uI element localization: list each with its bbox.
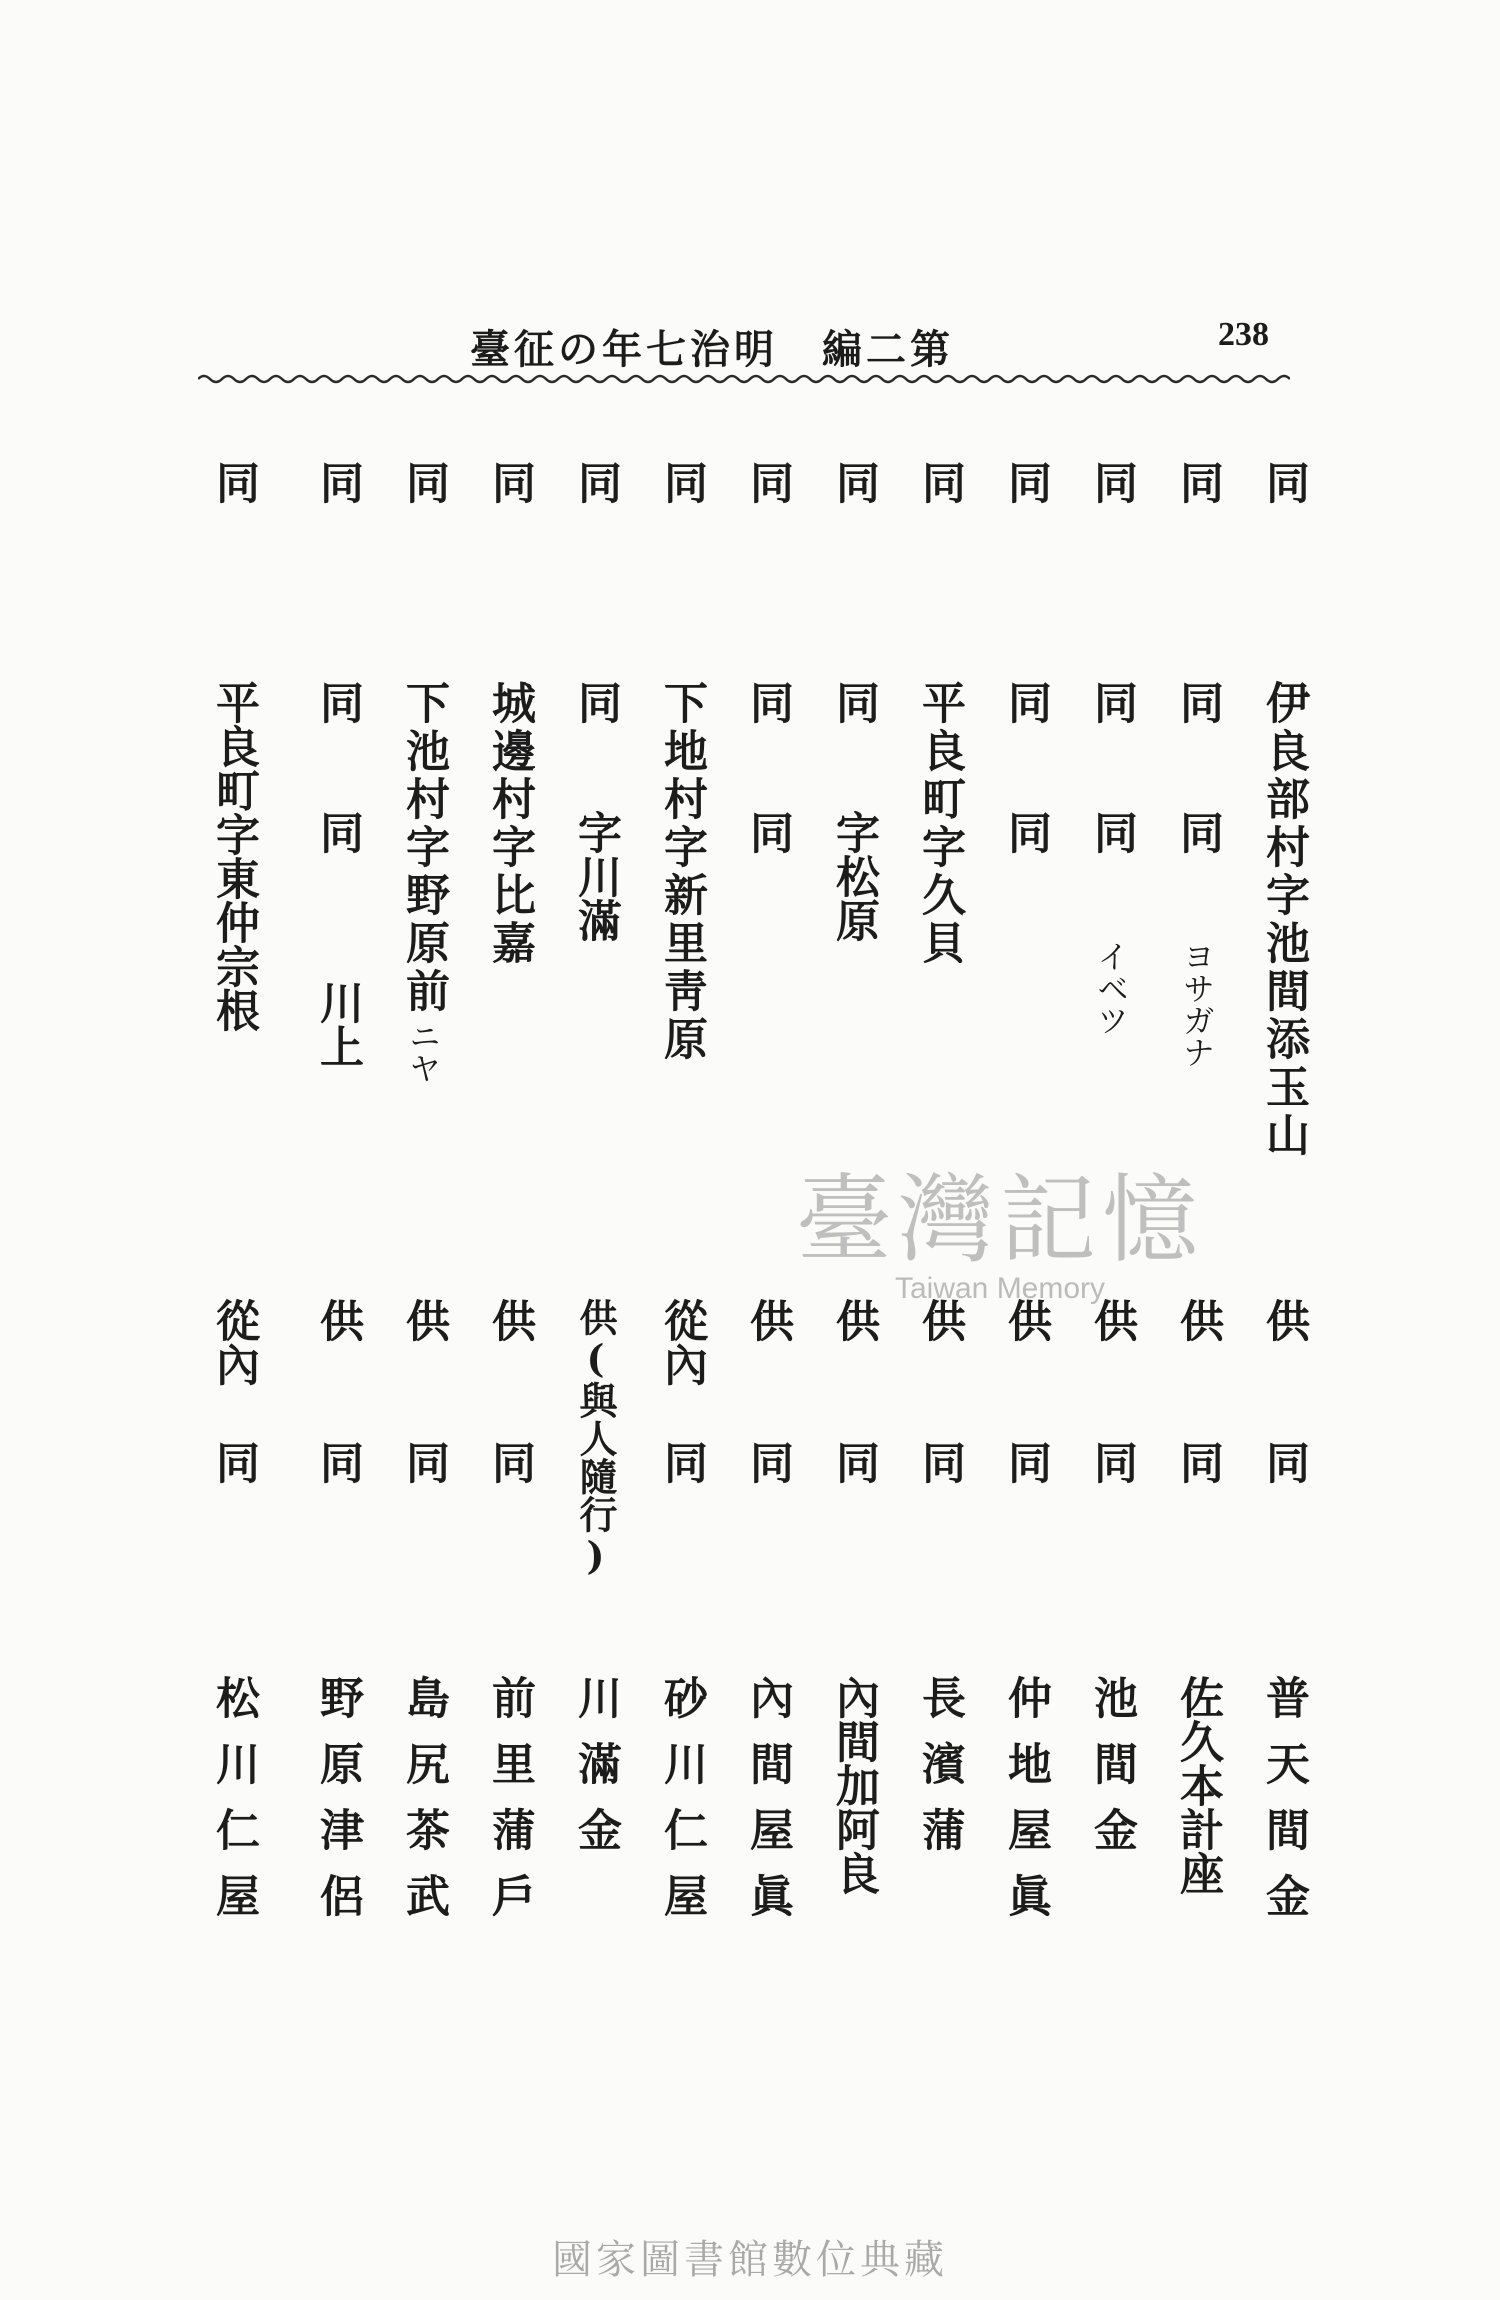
rank-label-2: 同 [484,1440,535,1484]
rank-label-2: 同 [208,1440,259,1484]
rank-label-2: 同 [656,1440,707,1484]
role-label: 供 [742,1298,793,1342]
role-label: 供 [914,1298,965,1342]
person-name: 長濱蒲 [914,1675,965,1873]
role-label: 供(與人隨行) [573,1298,618,1578]
address-text: 平良町字東仲宗根 [208,680,259,1032]
furigana-note: ニヤ [404,1020,442,1084]
watermark-text: 臺灣記憶 [796,1164,1204,1276]
address-text: 城邊村字比嘉 [484,680,535,968]
rank-label: 同 [570,460,621,504]
rank-label-2: 同 [312,1440,363,1484]
address-text-2: 同 [1086,810,1137,854]
address-text: 同 [1000,680,1051,724]
role-label: 從內 [208,1298,259,1386]
role-label: 從內 [656,1298,707,1386]
role-label: 供 [1000,1298,1051,1342]
rank-label: 同 [484,460,535,504]
entry-column [198,460,268,2020]
running-header-title: 臺征の年七治明 編二第 [470,326,954,373]
address-text-2: 同 [1000,810,1051,854]
person-name: 仲地屋眞 [1000,1675,1051,1939]
address-text-2: 同 [742,810,793,854]
address-text: 平良町字久貝 [914,680,965,968]
person-name: 島尻茶武 [398,1675,449,1939]
rank-label: 同 [398,460,449,504]
watermark-subtext: Taiwan Memory [894,1272,1106,1305]
entry-column [302,460,372,2020]
rank-label: 同 [828,460,879,504]
address-text: 同 [312,680,363,724]
rank-label: 同 [914,460,965,504]
rank-label-2: 同 [828,1440,879,1484]
rank-label: 同 [312,460,363,504]
address-text-3: 川上 [312,980,363,1068]
entry-column [904,460,974,2020]
rank-label: 同 [1086,460,1137,504]
role-label: 供 [1258,1298,1309,1342]
role-label: 供 [1172,1298,1223,1342]
rank-label: 同 [1000,460,1051,504]
entry-column [646,460,716,2020]
rank-label: 同 [208,460,259,504]
rank-label-2: 同 [742,1440,793,1484]
address-text: 下地村字新里靑原 [656,680,707,1064]
address-text-2: 同 [312,810,363,854]
address-text-2: 同 [1172,810,1223,854]
person-name: 池間金 [1086,1675,1137,1873]
address-text: 伊良部村字池間添玉山 [1258,680,1309,1160]
rank-label-2: 同 [1086,1440,1137,1484]
footer-credit: 國家圖書館數位典藏 [552,2237,948,2283]
address-text: 同 [742,680,793,724]
rank-label-2: 同 [1172,1440,1223,1484]
person-name: 砂川仁屋 [656,1675,707,1939]
rank-label: 同 [742,460,793,504]
page-header [0,300,1500,373]
role-label: 供 [1086,1298,1137,1342]
address-text: 同 [1086,680,1137,724]
person-name: 野原津侶 [312,1675,363,1939]
role-label: 供 [398,1298,449,1342]
rank-label-2: 同 [398,1440,449,1484]
entry-column [1162,460,1232,2020]
role-label: 供 [828,1298,879,1342]
person-name: 川滿金 [570,1675,621,1873]
page-number: 238 [1218,316,1269,353]
address-text: 同 [1172,680,1223,724]
person-name: 內間屋眞 [742,1675,793,1939]
entry-column [474,460,544,2020]
person-name: 松川仁屋 [208,1675,259,1939]
wavy-divider-rule [198,372,1290,386]
address-text: 下池村字野原前 [398,680,449,1016]
person-name: 前里蒲戶 [484,1675,535,1939]
rank-label: 同 [1172,460,1223,504]
entry-column [732,460,802,2020]
rank-label-2: 同 [914,1440,965,1484]
address-text: 同 [570,680,621,724]
entry-column [1248,460,1318,2020]
address-text: 同 [828,680,879,724]
rank-label-2: 同 [1258,1440,1309,1484]
person-name: 佐久本計座 [1172,1675,1223,1895]
address-text-2: 字松原 [828,810,879,942]
entry-column [560,460,630,2020]
role-label: 供 [312,1298,363,1342]
address-text-2: 字川滿 [570,810,621,942]
entry-column [990,460,1060,2020]
furigana-note: イベツ [1092,940,1130,1036]
rank-label-2: 同 [1000,1440,1051,1484]
entry-column [1076,460,1146,2020]
entry-column [818,460,888,2020]
furigana-note: ヨサガナ [1178,940,1216,1068]
rank-label: 同 [656,460,707,504]
person-name: 內間加阿良 [828,1675,879,1895]
entry-column [388,460,458,2020]
rank-label: 同 [1258,460,1309,504]
role-label: 供 [484,1298,535,1342]
person-name: 普天間金 [1258,1675,1309,1939]
